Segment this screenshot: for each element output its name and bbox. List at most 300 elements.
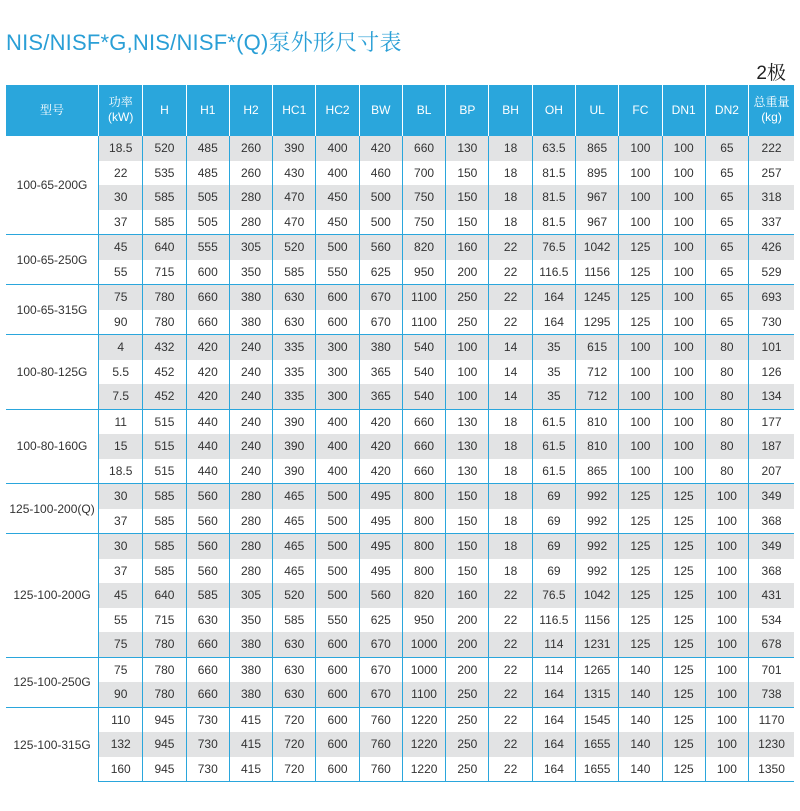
table-cell: 660 [402,136,445,161]
table-cell: 18 [489,459,532,484]
table-cell: 534 [749,608,794,633]
table-cell: 1170 [749,707,794,732]
table-cell: 715 [143,260,186,285]
table-row [6,732,794,757]
table-cell: 240 [229,459,272,484]
model-cell: 100-80-160G [6,409,99,484]
table-cell: 250 [446,757,489,782]
table-cell: 540 [402,384,445,409]
table-row [6,285,794,310]
table-cell: 100 [705,632,748,657]
table-cell: 335 [273,335,316,360]
table-cell: 18.5 [99,136,143,161]
table-cell: 100 [705,732,748,757]
table-cell: 730 [186,732,229,757]
table-cell: 585 [143,210,186,235]
table-row [6,682,794,707]
table-cell: 712 [576,384,619,409]
table-row [6,260,794,285]
table-cell: 125 [619,285,662,310]
table-cell: 80 [705,360,748,385]
table-cell: 300 [316,360,359,385]
table-cell: 125 [662,534,705,559]
table-cell: 967 [576,210,619,235]
table-cell: 260 [229,136,272,161]
table-cell: 65 [705,235,748,260]
table-cell: 585 [143,185,186,210]
table-cell: 100 [662,285,705,310]
table-cell: 207 [749,459,794,484]
column-header: H2 [229,85,272,136]
table-cell: 349 [749,484,794,509]
model-cell: 100-65-200G [6,136,99,235]
table-cell: 125 [619,583,662,608]
table-cell: 187 [749,434,794,459]
table-cell: 625 [359,260,402,285]
table-cell: 81.5 [532,210,575,235]
table-cell: 125 [619,608,662,633]
table-cell: 600 [316,757,359,782]
table-cell: 630 [273,310,316,335]
table-cell: 250 [446,682,489,707]
table-cell: 585 [143,509,186,534]
table-cell: 895 [576,161,619,186]
table-cell: 164 [532,285,575,310]
table-cell: 380 [359,335,402,360]
table-cell: 14 [489,360,532,385]
table-cell: 55 [99,608,143,633]
table-cell: 495 [359,534,402,559]
table-cell: 150 [446,484,489,509]
table-cell: 101 [749,335,794,360]
table-cell: 65 [705,185,748,210]
table-cell: 100 [662,260,705,285]
table-cell: 780 [143,285,186,310]
table-cell: 820 [402,235,445,260]
table-cell: 160 [99,757,143,782]
table-cell: 380 [229,310,272,335]
table-cell: 160 [446,583,489,608]
table-cell: 660 [402,434,445,459]
table-cell: 365 [359,384,402,409]
table-cell: 660 [402,459,445,484]
table-cell: 30 [99,484,143,509]
table-cell: 585 [143,534,186,559]
table-cell: 125 [619,509,662,534]
table-cell: 368 [749,559,794,584]
table-cell: 625 [359,608,402,633]
table-cell: 450 [316,185,359,210]
table-cell: 110 [99,707,143,732]
model-cell: 125-100-250G [6,657,99,707]
table-cell: 400 [316,409,359,434]
table-cell: 335 [273,360,316,385]
table-cell: 125 [662,484,705,509]
table-cell: 810 [576,409,619,434]
table-cell: 730 [186,757,229,782]
table-cell: 100 [446,335,489,360]
table-cell: 992 [576,484,619,509]
table-cell: 15 [99,434,143,459]
table-row [6,583,794,608]
table-cell: 660 [186,632,229,657]
table-cell: 75 [99,657,143,682]
table-cell: 700 [402,161,445,186]
table-cell: 164 [532,310,575,335]
table-cell: 61.5 [532,434,575,459]
model-cell: 125-100-200G [6,534,99,658]
table-cell: 100 [662,459,705,484]
table-cell: 100 [662,384,705,409]
table-cell: 1350 [749,757,794,782]
table-cell: 240 [229,360,272,385]
table-cell: 7.5 [99,384,143,409]
table-cell: 945 [143,757,186,782]
table-cell: 100 [619,459,662,484]
table-cell: 14 [489,335,532,360]
table-row [6,360,794,385]
table-cell: 760 [359,707,402,732]
table-cell: 400 [316,434,359,459]
table-cell: 760 [359,732,402,757]
table-cell: 420 [359,459,402,484]
table-row [6,434,794,459]
table-cell: 150 [446,559,489,584]
table-cell: 820 [402,583,445,608]
table-cell: 300 [316,384,359,409]
table-cell: 140 [619,682,662,707]
table-cell: 164 [532,707,575,732]
table-cell: 130 [446,459,489,484]
table-cell: 945 [143,732,186,757]
table-cell: 465 [273,559,316,584]
table-cell: 125 [662,509,705,534]
table-cell: 380 [229,682,272,707]
table-cell: 365 [359,360,402,385]
table-cell: 177 [749,409,794,434]
table-row [6,509,794,534]
table-cell: 35 [532,360,575,385]
table-row [6,210,794,235]
table-cell: 500 [359,185,402,210]
table-cell: 560 [186,484,229,509]
table-cell: 100 [619,360,662,385]
table-cell: 1545 [576,707,619,732]
table-row [6,484,794,509]
table-cell: 505 [186,210,229,235]
table-cell: 600 [316,285,359,310]
table-cell: 100 [705,757,748,782]
table-cell: 660 [186,657,229,682]
table-cell: 515 [143,409,186,434]
table-cell: 140 [619,732,662,757]
table-cell: 865 [576,459,619,484]
table-cell: 660 [402,409,445,434]
table-cell: 420 [359,409,402,434]
table-cell: 640 [143,583,186,608]
table-cell: 100 [705,534,748,559]
table-cell: 550 [316,608,359,633]
table-cell: 4 [99,335,143,360]
table-cell: 75 [99,632,143,657]
table-cell: 80 [705,459,748,484]
table-cell: 600 [316,632,359,657]
table-cell: 22 [489,632,532,657]
table-cell: 555 [186,235,229,260]
table-cell: 600 [316,732,359,757]
table-cell: 390 [273,434,316,459]
table-cell: 380 [229,632,272,657]
table-cell: 240 [229,335,272,360]
table-cell: 100 [619,384,662,409]
table-cell: 222 [749,136,794,161]
table-cell: 22 [489,732,532,757]
table-row [6,136,794,161]
table-cell: 200 [446,260,489,285]
table-cell: 950 [402,260,445,285]
table-cell: 1230 [749,732,794,757]
table-cell: 150 [446,210,489,235]
table-body [6,136,794,782]
model-cell: 125-100-315G [6,707,99,782]
table-cell: 415 [229,757,272,782]
table-cell: 61.5 [532,459,575,484]
table-cell: 37 [99,509,143,534]
table-cell: 69 [532,484,575,509]
table-cell: 280 [229,185,272,210]
table-cell: 69 [532,534,575,559]
table-cell: 100 [619,210,662,235]
table-cell: 45 [99,235,143,260]
table-cell: 100 [705,682,748,707]
table-cell: 18 [489,161,532,186]
table-cell: 100 [619,335,662,360]
table-cell: 100 [662,409,705,434]
table-cell: 18 [489,484,532,509]
table-cell: 701 [749,657,794,682]
table-cell: 670 [359,682,402,707]
table-cell: 1000 [402,657,445,682]
table-cell: 18 [489,136,532,161]
column-header: 功率 (kW) [99,85,143,136]
table-cell: 560 [186,534,229,559]
table-cell: 125 [662,632,705,657]
table-cell: 495 [359,484,402,509]
table-cell: 76.5 [532,583,575,608]
table-cell: 125 [662,608,705,633]
table-cell: 560 [359,235,402,260]
table-cell: 5.5 [99,360,143,385]
table-cell: 100 [446,384,489,409]
table-cell: 130 [446,136,489,161]
table-cell: 337 [749,210,794,235]
table-cell: 81.5 [532,185,575,210]
table-cell: 65 [705,161,748,186]
table-cell: 200 [446,657,489,682]
table-cell: 132 [99,732,143,757]
table-cell: 630 [273,657,316,682]
table-cell: 730 [749,310,794,335]
table-cell: 485 [186,136,229,161]
table-cell: 670 [359,285,402,310]
table-cell: 738 [749,682,794,707]
table-cell: 125 [619,632,662,657]
table-cell: 100 [705,707,748,732]
table-cell: 22 [489,757,532,782]
table-cell: 250 [446,732,489,757]
table-cell: 495 [359,509,402,534]
table-row [6,707,794,732]
table-cell: 430 [273,161,316,186]
table-cell: 100 [619,409,662,434]
table-cell: 640 [143,235,186,260]
table-cell: 630 [186,608,229,633]
table-cell: 350 [229,608,272,633]
table-cell: 81.5 [532,161,575,186]
table-cell: 69 [532,559,575,584]
table-cell: 1245 [576,285,619,310]
table-cell: 100 [662,335,705,360]
table-cell: 100 [705,608,748,633]
table-cell: 550 [316,260,359,285]
table-cell: 280 [229,534,272,559]
table-cell: 125 [662,657,705,682]
table-cell: 967 [576,185,619,210]
table-cell: 500 [316,509,359,534]
table-cell: 14 [489,384,532,409]
table-cell: 560 [359,583,402,608]
table-cell: 500 [316,534,359,559]
table-cell: 1100 [402,310,445,335]
table-cell: 500 [316,559,359,584]
table-cell: 670 [359,632,402,657]
table-cell: 76.5 [532,235,575,260]
table-cell: 100 [662,310,705,335]
table-cell: 585 [273,260,316,285]
table-cell: 22 [489,310,532,335]
table-cell: 200 [446,632,489,657]
column-header: OH [532,85,575,136]
table-cell: 470 [273,185,316,210]
table-row [6,161,794,186]
table-cell: 1220 [402,707,445,732]
table-cell: 1100 [402,285,445,310]
table-cell: 65 [705,285,748,310]
table-cell: 715 [143,608,186,633]
table-cell: 800 [402,559,445,584]
table-cell: 125 [662,682,705,707]
table-cell: 100 [662,185,705,210]
table-cell: 585 [143,559,186,584]
table-cell: 305 [229,235,272,260]
column-header: FC [619,85,662,136]
table-cell: 560 [186,559,229,584]
table-cell: 1042 [576,583,619,608]
table-cell: 140 [619,707,662,732]
table-cell: 335 [273,384,316,409]
table-cell: 780 [143,682,186,707]
table-cell: 415 [229,732,272,757]
table-cell: 400 [316,161,359,186]
table-cell: 535 [143,161,186,186]
table-cell: 485 [186,161,229,186]
table-cell: 505 [186,185,229,210]
table-cell: 720 [273,757,316,782]
model-cell: 125-100-200(Q) [6,484,99,534]
table-cell: 22 [489,235,532,260]
table-cell: 420 [359,136,402,161]
table-cell: 140 [619,757,662,782]
table-cell: 37 [99,559,143,584]
table-cell: 280 [229,210,272,235]
table-cell: 100 [662,161,705,186]
table-cell: 400 [316,459,359,484]
table-cell: 678 [749,632,794,657]
table-cell: 22 [489,608,532,633]
page-title: NIS/NISF*G,NIS/NISF*(Q)泵外形尺寸表 [6,30,402,55]
table-cell: 460 [359,161,402,186]
table-cell: 390 [273,136,316,161]
table-cell: 426 [749,235,794,260]
column-header: DN2 [705,85,748,136]
table-cell: 318 [749,185,794,210]
table-cell: 125 [662,583,705,608]
table-cell: 55 [99,260,143,285]
table-cell: 630 [273,682,316,707]
table-cell: 600 [316,682,359,707]
table-cell: 150 [446,161,489,186]
table-cell: 100 [446,360,489,385]
table-cell: 390 [273,459,316,484]
table-cell: 18 [489,559,532,584]
table-cell: 18.5 [99,459,143,484]
table-cell: 45 [99,583,143,608]
table-cell: 18 [489,509,532,534]
table-cell: 431 [749,583,794,608]
table-cell: 470 [273,210,316,235]
table-cell: 100 [619,434,662,459]
table-cell: 130 [446,434,489,459]
table-cell: 432 [143,335,186,360]
table-cell: 380 [229,657,272,682]
table-cell: 125 [619,260,662,285]
table-row [6,409,794,434]
table-cell: 69 [532,509,575,534]
table-cell: 80 [705,335,748,360]
pole-count-label: 2极 [756,63,786,84]
table-cell: 800 [402,509,445,534]
table-cell: 164 [532,757,575,782]
column-header: DN1 [662,85,705,136]
column-header: BH [489,85,532,136]
table-row [6,310,794,335]
table-cell: 35 [532,335,575,360]
table-cell: 100 [705,657,748,682]
table-cell: 585 [273,608,316,633]
dimension-table [6,85,794,782]
table-cell: 164 [532,682,575,707]
table-row [6,632,794,657]
table-cell: 420 [186,335,229,360]
column-header: 总重量 (kg) [749,85,794,136]
table-cell: 240 [229,384,272,409]
table-cell: 560 [186,509,229,534]
table-cell: 260 [229,161,272,186]
table-cell: 720 [273,732,316,757]
table-cell: 65 [705,136,748,161]
table-cell: 520 [273,235,316,260]
column-header: BP [446,85,489,136]
